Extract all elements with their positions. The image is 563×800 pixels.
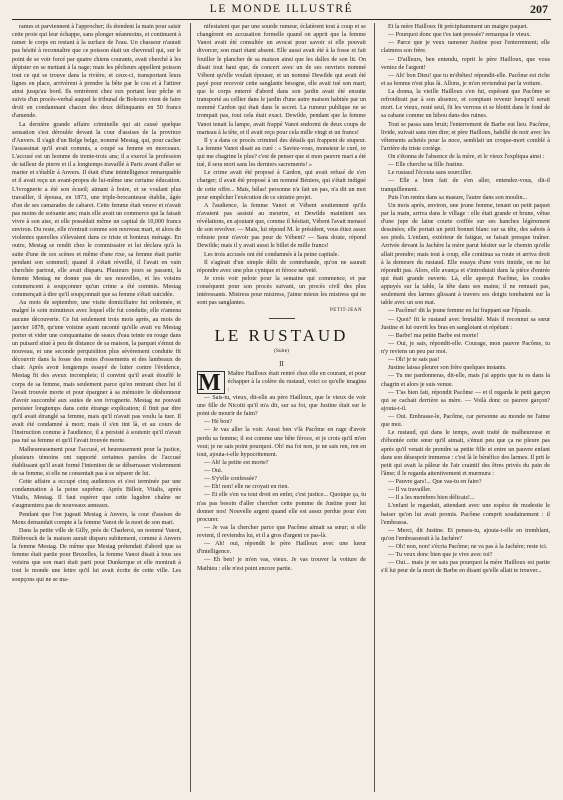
page-header [0, 0, 563, 20]
paragraph: Cette affaire a occupé cinq audiences et s'est terminée par une condamnation à la peine suprême. Après Billoir, Vitalis, après Vitalis, Mestag. Il faut espérer que cette lugubre chaîne ne s'augmentera pas de nouveaux anneaux. [12, 479, 181, 510]
paragraph: — Oui. Embrasse-le, Pacôme, car personne au monde ne l'aime que moi. [381, 414, 550, 429]
column-divider [374, 23, 375, 792]
paragraph: On s'étonna de l'absence de la mère, et le vieux l'expliqua ainsi : [388, 154, 545, 160]
paragraph: — Je vas la chercher parce que Pacôme aimait sa sœur; si elle revient, il reviendra lui, et il a gros d'argent ce pas-là. [197, 524, 366, 539]
drop-cap: M [197, 371, 225, 394]
paragraph: Le crime avait été proposé à Cardon, qui avait refusé de s'en charger; il avait été proposé à un nommé Béniers, qui s'était indigné de cette offre... Mais, hélas! personne n'a fait un pas, n'a dit un mot pour empêcher l'exécution de ce sinistre projet. [197, 170, 366, 201]
paragraph: — Sais-tu, vieux, dit-elle au père Hailloux, que le vieux de voir une fille de Nicotti qu'il m'a dit, sur sa foi, que Justine était sur le point de mourir de faim? [197, 394, 366, 418]
paragraph-text: Maître Hailloux était rentré chez elle en courant, et pour échapper à la colère du rustaud, voici ce qu'elle imagina : [227, 370, 366, 393]
paragraph: nifestaient que par une sourde rumeur, éclatèrent tout à coup et se changèrent en accusation formelle quand on apprit que la femme Vanot avait été consultée un avocat pour savoir si elle pouvait divorcer, son mari étant absent. Elle aussi avait été à la fosse et fait fouiller le plancher de sa maison ainsi que les dalles de son lit. On disait tout haut que, de concert avec un de ses ouvriers nommé Vébent qu'elle voulait épouser, et un nommé Dewilde qui avait été payé pour recevoir cette sanglante besogne, elle avait tué son mari; que le corps enterré d'abord dans son jardin avait été ensuite transporté au cellier dans le jardin d'une autre maison habitée par un nommé Cardon qui était dans le secret. La rumeur publique ne se trompait pas, tout cela était exact. Dewilde, pendant que la femme Vanot tenait la lampe, avait frappé Vanot endormi de deux coups de marteau à la tête, et il avait reçu pour cela mille vingt et un francs! [197, 24, 366, 136]
paragraph: — Il a les membres bien délicats!... [388, 495, 475, 502]
paragraph: — D'ailleurs, ben entendu, reprit le père Hailloux, que vous veniez de l'argent! [381, 56, 550, 71]
paragraph: Le rustaud l'écouta sans sourciller. [388, 170, 472, 177]
paragraph: — Pourquoi donc que t'es tant pressée? remarqua le vieux. [388, 32, 531, 39]
paragraph: Et la mère Hailloux fit précipitamment un maigre paquet. [388, 24, 528, 30]
column-3 [381, 23, 550, 796]
chapter-number: II [279, 359, 284, 368]
paragraph: Au mois de septembre, une visite domiciliaire fut ordonnée, et malgré le soin minutieux avec lequel elle fut conduite, elle n'amena aucune découverte. Ce fut seulement trois mois après, au mois de janvier 1878, qu'une voisine ayant raconté qu'elle avait vu Mestag porter et vider une conquantaine de seaux d'eau teinte en rouge dans un puisard situé à peu de distance de sa maison, la parquet s'émut de nouveau, et une seconde perquisition plus sévèrement conduite fit découvrir dans la fosse des restes d'ossements et des lambeaux de chair. Après avoir longtemps essayé de lutter contre l'évidence, Mestag fit des aveux incomplets; il convint qu'il avait étouffé le corps de sa femme, mais seulement parce qu'en rentrant chez lui il l'avait trouvée morte et pour épargner à sa mémoire le déshonneur d'avoir succombé aux suites de son ivrognerie. Mestag ne pouvait persister longtemps dans cette étrange explication; il finit par dire qu'il avait étranglé sa femme, mais qu'il n'avait pas voulu la tuer. Il avait été condamné à mort; mais il s'en tint là, et au cours de l'instruction comme à l'audience, il a persisté à soutenir qu'il n'avait pas tué sa femme et qu'il l'avait trouvée morte. [12, 300, 181, 445]
paragraph: — Elle cherche sa fille Justine. [388, 162, 464, 169]
paragraph [197, 370, 366, 394]
paragraph: — Eh! non! elle ne croyait en rien. [204, 484, 289, 491]
author-signature: PETIT-JEAN [329, 308, 362, 314]
paragraph: — Parce que je veux ramener Justine pour l'enterrement; elle claimera son frère. [381, 40, 550, 55]
paragraph: — Eh ben! je m'en vas, vieux. Je vas trouver la voiture de Mathieu : elle n'est point encore partie. [197, 557, 366, 572]
section-rule [269, 318, 295, 319]
paragraph: — Ah! oui, répondit le père Hailloux avec une lueur d'intelligence. [197, 541, 366, 556]
paragraph: — Oh! non, non! s'écria Pacôme; ne va pas à la Jachère; reste ici. [388, 544, 548, 550]
paragraph: — Oh! je te sais pas! [388, 357, 440, 364]
header-rule [12, 19, 551, 20]
paragraph: — Et elle s'en va tout droit en enfer, c'est justice... Quoique ça, tu n'as pas besoin d'aller chercher cette pomme de Justine pour lui donner nos! Nouvelle argent quand elle est assez perdue pour s'en procurer. [197, 492, 366, 523]
page-number: 207 [530, 2, 548, 16]
paragraph: Tout se passa sans bruit; l'enterrement de Barbe eut lieu. Pacôme, livide, suivait sans rien dire; et père Hailloux, habillé de noir avec les vêtements achetés pour la noce, semblait un croque-mort comblé à l'arrière du triste cortège. [381, 121, 550, 152]
column-2 [197, 23, 366, 796]
paragraph: — Oui. [204, 468, 223, 474]
paragraph: A l'audience, la femme Vanot et Vébent soutiennent qu'ils n'avaient pas assisté au meurtre, et Dewilde maintient ses révélations, en ajoutant que, comme il hésitait, Vébent l'avait menacé de son revolver. — Mais, lui répond M. le président, vous étiez assez robuste pour n'avoir pas peur de Vébent? — Sans doute, répond Dewilde; mais il y avait aussi le billet de mille francs! [197, 202, 366, 250]
feuilleton-subtitle: (Suite) [274, 347, 289, 354]
paragraph: Pendant que l'on jugeait Mestag à Anvers, la cour d'assises de Mons demandait compte à la femme Vanot de la mort de son mari. [12, 511, 181, 526]
paragraph: — Oui, je sais, répondit-elle. Courage, mon pauvre Pacôme, tu n'y reviens un peu par moi. [381, 340, 550, 355]
column-divider [190, 23, 191, 792]
paragraph: rames et parviennent à l'approcher; ils étendent la main pour saisir cette proie qui leur échappe, sans plonger néanmoins, et continuent à ramer le corps en restant à la surface de l'eau. Un chasseur n'aurait pas hésité à reconnaître que ce poisson était un chevreuil qui, sur le point de se voir forcé par quatre chiens courants, avait cherché à les dépister en se mettant à la nage; mais les pêcheurs appellent poisson tout ce qui se trouve dans la rivière, et ceux-ci, transportant leurs lignes en place, arrivèrent à prendre la bête par le cou et à l'attirer ainsi jusqu'au bord. Ils rentrèrent chez eux portant leur pêche et suivis d'un procès-verbal auquel le tribunal de Bohours vient de faire droit en condamnant chacun des deux délinquants en 50 francs d'amende. [12, 24, 181, 120]
paragraph: — Barbe! ma petite Barbe est morte! [388, 332, 479, 339]
paragraph: La donna, la vieille Hailloux s'en fut, espérant que Pacôme se refroidirait par à son absence, et comptant revenir lorsqu'il serait mort. Le vieux, resté seul, fit les verrous et se blottit dans le fond de sa cabane comme un hibou dans des ruines. [381, 89, 550, 120]
paragraph: La dernière grande affaire criminelle qui ait causé quelque sensation s'est déroulée devant la cour d'assises de la province d'Anvers. Il s'agit d'un Belge belge, nommé Mestag, qui, pour cacher l'assassinat qu'il avait commis, a coupé sa femme en morceaux. L'accusé est un homme de trente-trois ans; il a exercé la profession de tailleur de pierre et il a longtemps travaillé à Paris avant d'aller se marier et s'établir à Anvers. Il était d'une inintelligence remarquable et il avait reçu un avant-propos de lui-même une certaine éducation. L'ivrognerie a été son écueil; aimant à boire, et se voulant plus travailler, il épousa, en 1873, une triple-brocanteuse établie, âgée d'un de ses camarades de cabaret. Cette femme était veuve et n'avait pas moins de soixante ans; mais elle avait un commerce qui la faisait vivre à son aise, et elle possédait même un capital de 10,000 francs environ. Du reste, elle n'entrait comme son nouveau mari, et alors de violentes querelles s'élevaient dans ce triste et honteux ménage. En outre, Mestag se rendit chez le commissaire et lui déclara qu'à la suite d'une de ces scènes et même d'une rixe, sa femme était partie pendant son sommeil; quand il s'était réveillé, il l'avait en vain cherchée partout, elle avait disparu. Plusieurs jours se passent, la femme Mestag ne donne pas de ses nouvelles, et les voisins commencent à soupçonner qu'un crime a été commis. Mestag commençait à dire qu'il soupçonnait que sa femme s'était suicidée. [12, 121, 181, 299]
paragraph: — Merci, dit Justine. Et penses-tu, ajouta-t-elle en tremblant, qu'on l'embrasserait à la Jachère? [381, 527, 550, 542]
paragraph: Puis l'on rentra dans sa masure, l'autre dans son moulin... [388, 194, 528, 201]
paragraph: — Il va travailler. [388, 487, 432, 494]
paragraph: — Oui... mais je ne sais pas pourquoi la mère Hailloux est partie s'il lui peur de la mort de Barbe en disant qu'elle allait te trouver... [381, 560, 550, 575]
paragraph: — Je vas aller la voir. Aussi ben v'là Pacôme en rage d'avoir perdu sa femme; il est comme une bête féroce, et je crois qu'il m'en veut; je ne sais point pourquoi. Oh! ma foi non, je ne sais ren, ren en tout, ajouta-t-elle hypocritement. [197, 427, 366, 458]
paragraph: — Ah! bon Dieu! que tu m'ébêtes! répondit-elle. Pacôme est riche et sa femme n'est plus là. Allons, je m'en reviendrai par la voiture. [381, 72, 550, 87]
paragraph: — Elle a bien fait de s'en aller, entendez-vous, dit-il tranquillement. [381, 178, 550, 193]
paragraph: Les trois accusés ont été condamnés à la peine capitale. [204, 251, 340, 258]
paragraph: Il y a dans ce procès criminel des détails qui frappent de stupeur. La femme Vanot disait au curé : « Saviez-vous, monsieur le curé, ce qui me chagrine le plus? c'est de penser que si mon pauvre mari a été tué, il sera mort sans les derniers sacrements! » [197, 137, 366, 169]
paragraph: L'enfant le regardait, attendant avec une espèce de modestie le baiser qu'on lui avait promis. Pacôme comprit soudainement : il l'embrassa. [381, 503, 550, 526]
paragraph: — Pacôme! dit la jeune femme en lui frappant sur l'épaule. [388, 308, 532, 315]
paragraph: Il s'agirait d'un simple délit de contrebande, qu'on ne saurait répondre avec une plus cynique et féroce naïveté. [197, 259, 366, 274]
paragraph: Je crois voir pelote pour la semaine qui commence, et par conséquent pour son procès suivant, un procès civil des plus intéressants. Mistress pour mistress, j'aime mieux les mistress qui ne sont pas sanglantes. [197, 275, 366, 307]
paragraph: — S'y'elle confessée? [204, 476, 257, 483]
journal-title: LE MONDE ILLUSTRÉ [209, 3, 354, 15]
paragraph: — Tu me pardonneras, dit-elle, mais j'ai appris que tu es dans la chagrin et alors je suis venue. [381, 373, 550, 388]
paragraph: Malheureusement pour l'accusé, et heureusement pour la justice, plusieurs témoins ont rapporté certaines paroles de l'accusé établissant qu'il avait formé l'intention de se débarrasser violemment de sa femme, si elle ne consentait pas à se séparer de lui. [12, 446, 181, 477]
paragraph: — Ah! la petite est morte? [204, 459, 269, 466]
paragraph: — Quoi? fit le rustaud avec brutalité. Mais il reconnut sa sœur Justine et lui ouvrit les bras en sanglotant et répétant : [381, 316, 550, 331]
paragraph: Un mois après, environ, une jeune femme, tenant un petit paquet par la main, arriva dans le village : elle était grande et brune, vêtue d'une jupe de laine courte coiffée sur ses hanches légèrement dessinées; elle portait un petit bonnet blanc sur sa tête, des sabots à ses pieds. L'enfant, extérieur de fatigue, se faisait presque traîner. Arrivée devant la Jachère la mère parut hésiter sur le chemin qu'elle allait prendre; mais tout à coup, elle continua sa route et arriva droit à la demeure du rustaud. Elle essaya d'une voix timide, on ne lui répondit pas. Alors, elle avança et s'introduisit dans la pièce d'entrée qui était grande ouverte. Là, elle aperçut Pacôme, les coudes appuyés sur la table, la tête dans ses mains; il ne remuait pas, seulement des larmes glissant à travers ses doigts tombaient sur la table avec un son mat. [381, 202, 550, 307]
paragraph: — Hé bon? [204, 419, 233, 426]
paragraph: Justine laissa pleurer son frère quelques instants. [388, 365, 507, 372]
paragraph: Le rustaud, qui dans le temps, avait traité de malheureuse et d'éhontée cette sœur qu'il aimait, s'émut peu que ça ne pleure pas après qu'il venait de prendre sa petite fille et entre un pauvre enfant dans son désespoir immense : c'est là le bénéfice des larmes. Il prit le petit qui avait la pâleur de l'air craintif des êtres privés du pain de l'âme; il le regarda attentivement et murmura : [381, 430, 550, 477]
paragraph: — Tu veux donc bien que je vive avec toi? [388, 552, 493, 559]
feuilleton-heading [197, 325, 366, 370]
paragraph: — T'as bien fait, répondit Pacôme — et il regarda le petit garçon qui se cachait derrière sa mère. — Voilà donc ce pauvre garçon? ajouta-t-il. [381, 389, 550, 412]
paragraph: Dans la petite ville de Gilly, près de Charleroi, un nommé Vanot, Bièbrouck de la maison aurait disparu subitement, comme à Anvers la femme Mestag. De même que Mestag prétendait d'abord que sa femme était partie pour Bruxelles, la femme Vanot disait à tous ses voisins que son mari était parti pour Dunkerque et elle montrait à tout le monde une lettre qu'il lui avait écrite de cette ville. Les soupçons qui ne se ma- [12, 527, 181, 583]
column-1 [12, 23, 181, 796]
feuilleton-title: LE RUSTAUD [214, 325, 349, 345]
paragraph: — Pauvre gars!... Que vas-tu en faire? [388, 479, 482, 485]
